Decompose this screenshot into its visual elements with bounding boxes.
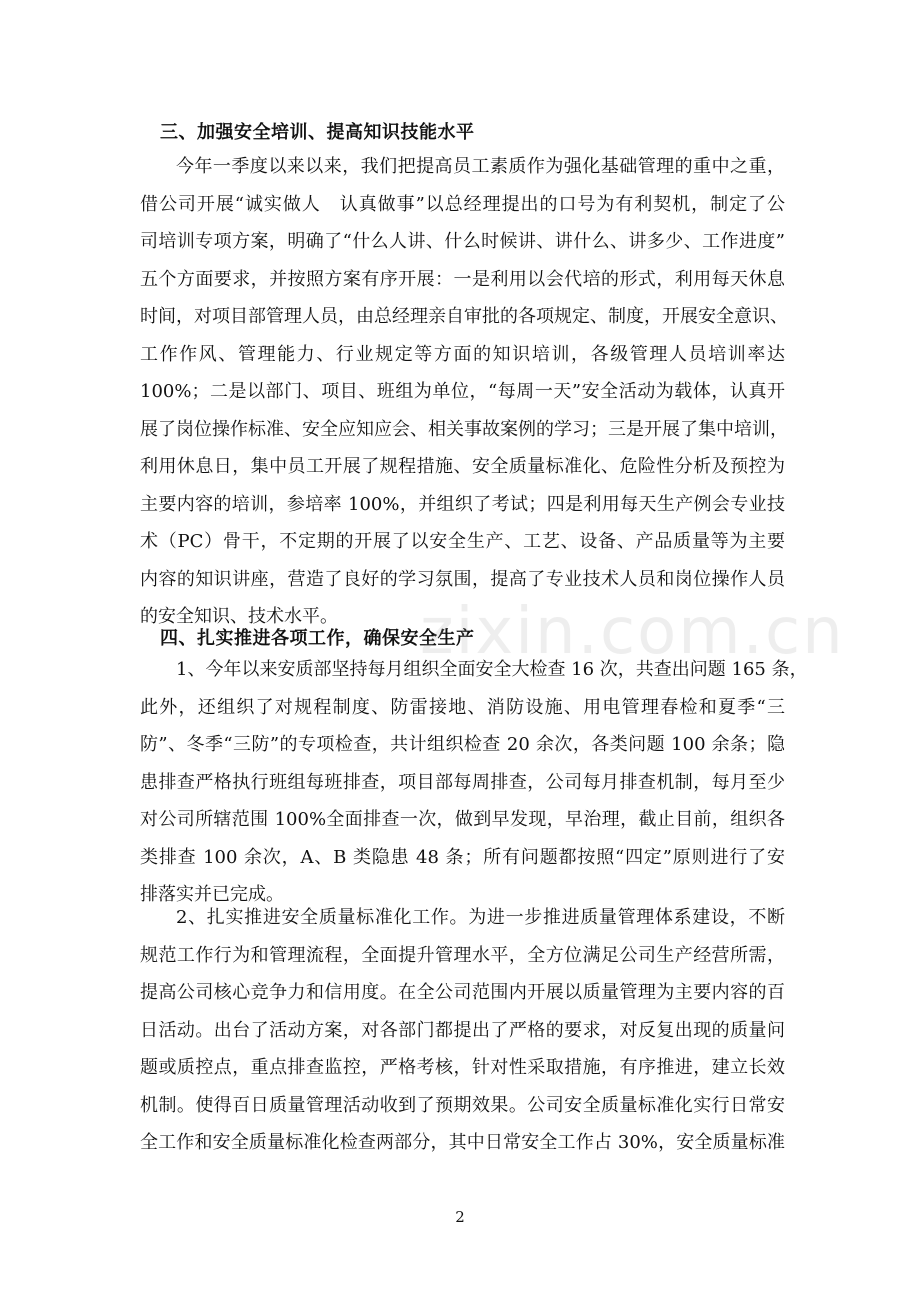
- paragraph-line: 类排查 100 余次，A、B 类隐患 48 条；所有问题都按照“四定”原则进行了安: [140, 846, 785, 868]
- paragraph-line: 内容的知识讲座，营造了良好的学习氛围，提高了专业技术人员和岗位操作人员: [140, 568, 785, 590]
- watermark: zixin.com.cn: [420, 595, 845, 669]
- paragraph-line: 排落实并已完成。: [140, 884, 284, 905]
- paragraph-line: 2、扎实推进安全质量标准化工作。为进一步推进质量管理体系建设，不断: [176, 907, 785, 928]
- section-4-item-2-paragraph: [140, 899, 785, 1162]
- section-3-heading: 三、加强安全培训、提高知识技能水平: [160, 122, 475, 143]
- paragraph-line: 规范工作行为和管理流程，全面提升管理水平，全方位满足公司生产经营所需，: [140, 944, 785, 966]
- section-4-heading: 四、扎实推进各项工作，确保安全生产: [160, 628, 475, 649]
- paragraph-line: 防”、冬季“三防”的专项检查，共计组织检查 20 余次，各类问题 100 余条；隐: [140, 734, 785, 755]
- paragraph-line: 100%；二是以部门、项目、班组为单位，“每周一天”安全活动为载体，认真开: [140, 381, 785, 402]
- paragraph-line: 时间，对项目部管理人员，由总经理亲自审批的各项规定、制度，开展安全意识、: [140, 306, 788, 327]
- paragraph-line: 1、今年以来安质部坚持每月组织全面安全大检查 16 次，共查出问题 165 条，: [176, 659, 808, 680]
- paragraph-line: 的安全知识、技术水平。: [140, 606, 338, 627]
- paragraph-line: 术（PC）骨干，不定期的开展了以安全生产、工艺、设备、产品质量等为主要: [140, 531, 785, 552]
- paragraph-line: 题或质控点，重点排查监控，严格考核，针对性采取措施，有序推进，建立长效: [140, 1057, 785, 1078]
- paragraph-line: 五个方面要求，并按照方案有序开展：一是利用以会代培的形式，利用每天休息: [140, 268, 785, 290]
- paragraph-line: 对公司所辖范围 100%全面排查一次，做到早发现，早治理，截止目前，组织各: [140, 809, 785, 830]
- section-4-item-1-paragraph: [140, 651, 808, 914]
- paragraph-line: 主要内容的培训，参培率 100%，并组织了考试；四是利用每天生产例会专业技: [140, 493, 785, 515]
- paragraph-line: 展了岗位操作标准、安全应知应会、相关事故案例的学习；三是开展了集中培训，: [140, 418, 788, 440]
- paragraph-line: 患排查严格执行班组每班排查，项目部每周排查，公司每月排查机制，每月至少: [140, 771, 785, 793]
- paragraph-line: 今年一季度以来以来，我们把提高员工素质作为强化基础管理的重中之重，: [176, 156, 785, 177]
- paragraph-line: 全工作和安全质量标准化检查两部分，其中日常安全工作占 30%，安全质量标准: [140, 1132, 785, 1153]
- section-3-paragraph: [140, 148, 788, 636]
- paragraph-line: 工作作风、管理能力、行业规定等方面的知识培训，各级管理人员培训率达: [140, 343, 785, 365]
- paragraph-line: 机制。使得百日质量管理活动收到了预期效果。公司安全质量标准化实行日常安: [140, 1094, 785, 1116]
- paragraph-line: 司培训专项方案，明确了“什么人讲、什么时候讲、讲什么、讲多少、工作进度”: [140, 231, 785, 252]
- paragraph-line: 提高公司核心竞争力和信用度。在全公司范围内开展以质量管理为主要内容的百: [140, 982, 785, 1003]
- paragraph-line: 借公司开展“诚实做人 认真做事”以总经理提出的口号为有利契机，制定了公: [140, 193, 785, 215]
- paragraph-line: 此外，还组织了对规程制度、防雷接地、消防设施、用电管理春检和夏季“三: [140, 696, 785, 718]
- page-number: 2: [455, 1208, 465, 1226]
- paragraph-line: 日活动。出台了活动方案，对各部门都提出了严格的要求，对反复出现的质量问: [140, 1019, 785, 1041]
- paragraph-line: 利用休息日，集中员工开展了规程措施、安全质量标准化、危险性分析及预控为: [140, 456, 785, 477]
